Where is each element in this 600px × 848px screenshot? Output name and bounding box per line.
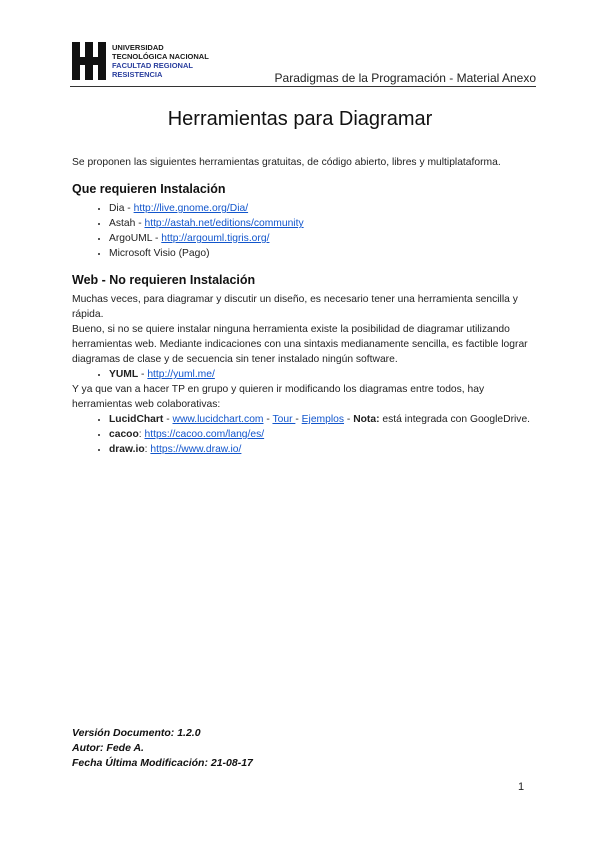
- web-paragraph-3: Y ya que van a hacer TP en grupo y quieren ir modificando los diagramas entre todos, hay herramientas web colaborativas:: [72, 384, 485, 410]
- separator: -: [163, 414, 173, 425]
- list-item: [109, 442, 532, 457]
- list-item: [109, 216, 532, 231]
- list-item: [109, 201, 532, 216]
- tool-name: cacoo: [109, 429, 139, 440]
- install-tools-list: [72, 201, 532, 261]
- intro-paragraph: Se proponen las siguientes herramientas gratuitas, de código abierto, libres y multiplataforma.: [72, 157, 501, 168]
- separator: -: [263, 414, 273, 425]
- web-paragraph-2: Bueno, si no se quiere instalar ninguna herramienta existe la posibilidad de diagramar utilizando herramientas web. Mediante indicaciones con una sintaxis medianamente sencilla, es factible lograr diagramas de clase y de secuencia sin tener instalado ningún software.: [72, 324, 528, 365]
- header-divider: [70, 86, 536, 87]
- note-text: está integrada con GoogleDrive.: [379, 414, 531, 425]
- collab-tools-list: [72, 412, 532, 457]
- institution-line: FACULTAD REGIONAL: [112, 61, 193, 70]
- note-label: Nota:: [353, 414, 380, 425]
- subject-title: Paradigmas de la Programación - Material Anexo: [274, 71, 536, 85]
- drawio-link[interactable]: https://www.draw.io/: [150, 444, 242, 455]
- list-item: [109, 427, 532, 442]
- tool-name: Microsoft Visio (Pago): [109, 248, 210, 259]
- separator: -: [138, 369, 148, 380]
- page-header: [70, 40, 536, 88]
- separator: :: [144, 444, 151, 455]
- list-item: [109, 367, 532, 382]
- page-title: Herramientas para Diagramar: [167, 108, 433, 130]
- separator: :: [138, 429, 145, 440]
- utn-logo-icon: [70, 40, 108, 82]
- institution-line: TECNOLÓGICA NACIONAL: [112, 52, 209, 61]
- ejemplos-link[interactable]: Ejemplos: [301, 414, 345, 425]
- yuml-link[interactable]: http://yuml.me/: [147, 369, 215, 380]
- document-footer: [72, 726, 253, 771]
- institution-line: UNIVERSIDAD: [112, 43, 164, 52]
- yuml-list: [72, 367, 532, 382]
- lucidchart-link[interactable]: www.lucidchart.com: [172, 414, 264, 425]
- list-item: [109, 231, 532, 246]
- astah-link[interactable]: http://astah.net/editions/community: [144, 218, 304, 229]
- institution-name: [112, 43, 209, 79]
- tool-name: YUML: [109, 369, 139, 380]
- tool-name: Dia -: [109, 203, 134, 214]
- separator: -: [344, 414, 354, 425]
- list-item: [109, 246, 532, 261]
- modified-date-text: Fecha Última Modificación: 21-08-17: [72, 757, 253, 769]
- cacoo-link[interactable]: https://cacoo.com/lang/es/: [144, 429, 265, 440]
- separator: -: [295, 414, 302, 425]
- author-text: Autor: Fede A.: [72, 742, 144, 754]
- tour-link[interactable]: Tour: [272, 414, 296, 425]
- tool-name: Astah -: [109, 218, 145, 229]
- web-paragraph-1: Muchas veces, para diagramar y discutir un diseño, es necesario tener una herramienta sencilla y rápida.: [72, 294, 518, 320]
- institution-line: RESISTENCIA: [112, 70, 163, 79]
- tool-name: draw.io: [109, 444, 145, 455]
- dia-link[interactable]: http://live.gnome.org/Dia/: [133, 203, 249, 214]
- section-heading-web: Web - No requieren Instalación: [72, 273, 256, 287]
- page-number: 1: [518, 781, 525, 793]
- document-body: [72, 155, 532, 457]
- list-item: [109, 412, 532, 427]
- tool-name: LucidChart: [109, 414, 164, 425]
- argouml-link[interactable]: http://argouml.tigris.org/: [161, 233, 270, 244]
- tool-name: ArgoUML -: [109, 233, 162, 244]
- section-heading-install: Que requieren Instalación: [72, 182, 226, 196]
- version-text: Versión Documento: 1.2.0: [72, 727, 201, 739]
